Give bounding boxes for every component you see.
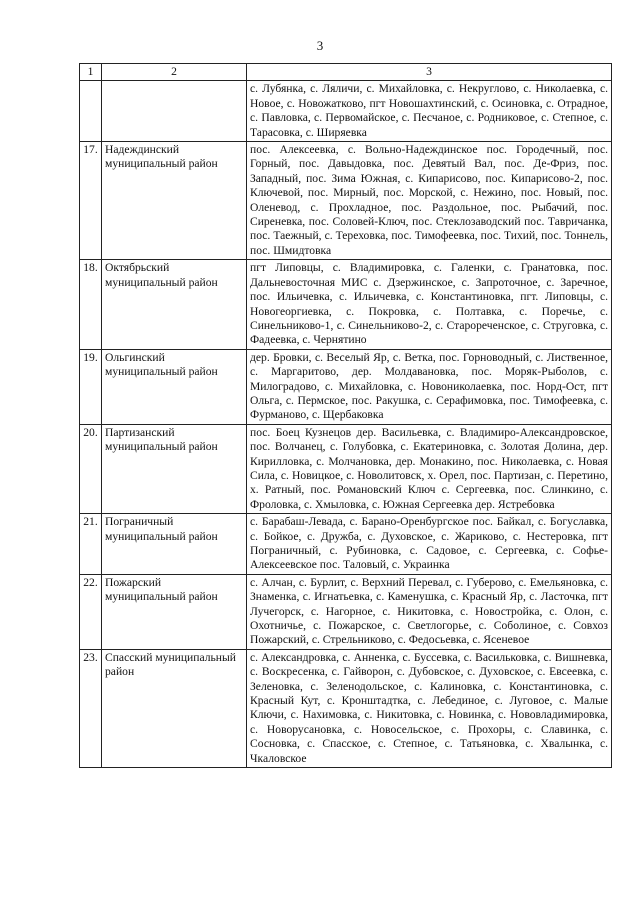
table-row [80,649,612,767]
district-name: Ольгинский муниципальный район [102,349,247,424]
header-col-2: 2 [102,64,247,81]
district-name: Пограничный муниципальный район [102,514,247,575]
row-number: 20. [80,424,102,513]
settlement-list: дер. Бровки, с. Веселый Яр, с. Ветка, пос. Горноводный, с. Лиственное, с. Маргаритово, дер. Молдавановка, пос. Моряк-Рыболов, с. Милоградово, с. Михайловка, с. Новониколаевка, пос. Норд-Ост, пгт Ольга, с. Пермское, пос. Ракушка, с. Серафимовка, пос. Тимофеевка, с. Фурманово, с. Щербаковка [247,349,612,424]
district-name: Пожарский муниципальный район [102,574,247,649]
district-name [102,81,247,142]
table-row [80,81,612,142]
settlement-list: с. Александровка, с. Анненка, с. Буссевка, с. Васильковка, с. Вишневка, с. Воскресенка, с. Гайворон, с. Дубовское, с. Духовское, с. Евсеевка, с. Зеленовка, с. Зеленодольское, с. Калиновка, с. Константиновка, с. Красный Кут, с. Кронштадтка, с. Лебединое, с. Луговое, с. Малые Ключи, с. Нахимовка, с. Никитовка, с. Новинка, с. Нововладимировка, с. Новорусановка, с. Новосельское, с. Прохоры, с. Славинка, с. Сосновка, с. Спасское, с. Степное, с. Татьяновка, с. Хвалынка, с. Чкаловское [247,649,612,767]
settlement-list: с. Лубянка, с. Ляличи, с. Михайловка, с. Некруглово, с. Николаевка, с. Новое, с. Новожатково, пгт Новошахтинский, с. Осиновка, с. Отрадное, с. Павловка, с. Первомайское, с. Песчаное, с. Родниковое, с. Степное, с. Тарасовка, с. Ширяевка [247,81,612,142]
table-row [80,574,612,649]
district-name: Партизанский муниципальный район [102,424,247,513]
table-row [80,424,612,513]
header-col-1: 1 [80,64,102,81]
row-number: 18. [80,260,102,349]
table-row [80,260,612,349]
row-number: 23. [80,649,102,767]
row-number: 19. [80,349,102,424]
row-number: 17. [80,142,102,260]
settlement-list: пос. Боец Кузнецов дер. Васильевка, с. Владимиро-Александровское, пос. Волчанец, с. Голубовка, с. Екатериновка, с. Золотая Долина, дер. Кирилловка, с. Молчановка, дер. Монакино, пос. Николаевка, с. Новая Сила, с. Новицкое, с. Новолитовск, х. Орел, пос. Партизан, с. Перетино, х. Ратный, пос. Романовский Ключ с. Сергеевка, пос. Слинкино, с. Фроловка, с. Хмыловка, с. Южная Сергеевка дер. Ястребовка [247,424,612,513]
district-name: Надеждинский муниципальный район [102,142,247,260]
settlement-list: с. Алчан, с. Бурлит, с. Верхний Перевал, с. Губерово, с. Емельяновка, с. Знаменка, с. Игнатьевка, с. Каменушка, с. Красный Яр, с. Ласточка, пгт Лучегорск, с. Нагорное, с. Никитовка, с. Новостройка, с. Олон, с. Охотничье, с. Пожарское, с. Светлогорье, с. Соболиное, с. Совхоз Пожарский, с. Стрельниково, с. Федосьевка, с. Ясеневое [247,574,612,649]
row-number: 22. [80,574,102,649]
header-col-3: 3 [247,64,612,81]
district-name: Октябрьский муниципальный район [102,260,247,349]
row-number [80,81,102,142]
settlement-list: пгт Липовцы, с. Владимировка, с. Галенки, с. Гранатовка, пос. Дальневосточная МИС с. Дзержинское, с. Запроточное, с. Заречное, пос. Ильичевка, с. Ильичевка, с. Константиновка, пгт. Липовцы, с. Новогеоргиевка, с. Покровка, с. Полтавка, с. Поречье, с. Синельниково-1, с. Синельниково-2, с. Старореченское, с. Струговка, с. Фадеевка, с. Чернятино [247,260,612,349]
table-row [80,349,612,424]
settlement-list: пос. Алексеевка, с. Вольно-Надеждинское пос. Городечный, пос. Горный, пос. Давыдовка, пос. Девятый Вал, пос. Де-Фриз, пос. Западный, пос. Зима Южная, с. Кипарисово, пос. Кипарисово-2, пос. Ключевой, пос. Мирный, пос. Морской, с. Нежино, пос. Новый, пос. Оленевод, с. Прохладное, пос. Раздольное, пос. Рыбачий, пос. Сиреневка, пос. Соловей-Ключ, пос. Стеклозаводский пос. Тавричанка, пос. Таежный, с. Тереховка, пос. Тимофеевка, пос. Тихий, пос. Тоннель, пос. Шмидтовка [247,142,612,260]
table-row [80,142,612,260]
table-row [80,514,612,575]
row-number: 21. [80,514,102,575]
page-number: 3 [316,38,324,53]
table-header-row [80,64,612,81]
settlement-list: с. Барабаш-Левада, с. Барано-Оренбургское пос. Байкал, с. Богуславка, с. Бойкое, с. Дружба, с. Духовское, с. Жариково, с. Нестеровка, пгт Пограничный, с. Рубиновка, с. Садовое, с. Сергеевка, с. Софье-Алексеевское пос. Таловый, с. Украинка [247,514,612,575]
settlements-table [79,63,612,768]
district-name: Спасский муниципальный район [102,649,247,767]
